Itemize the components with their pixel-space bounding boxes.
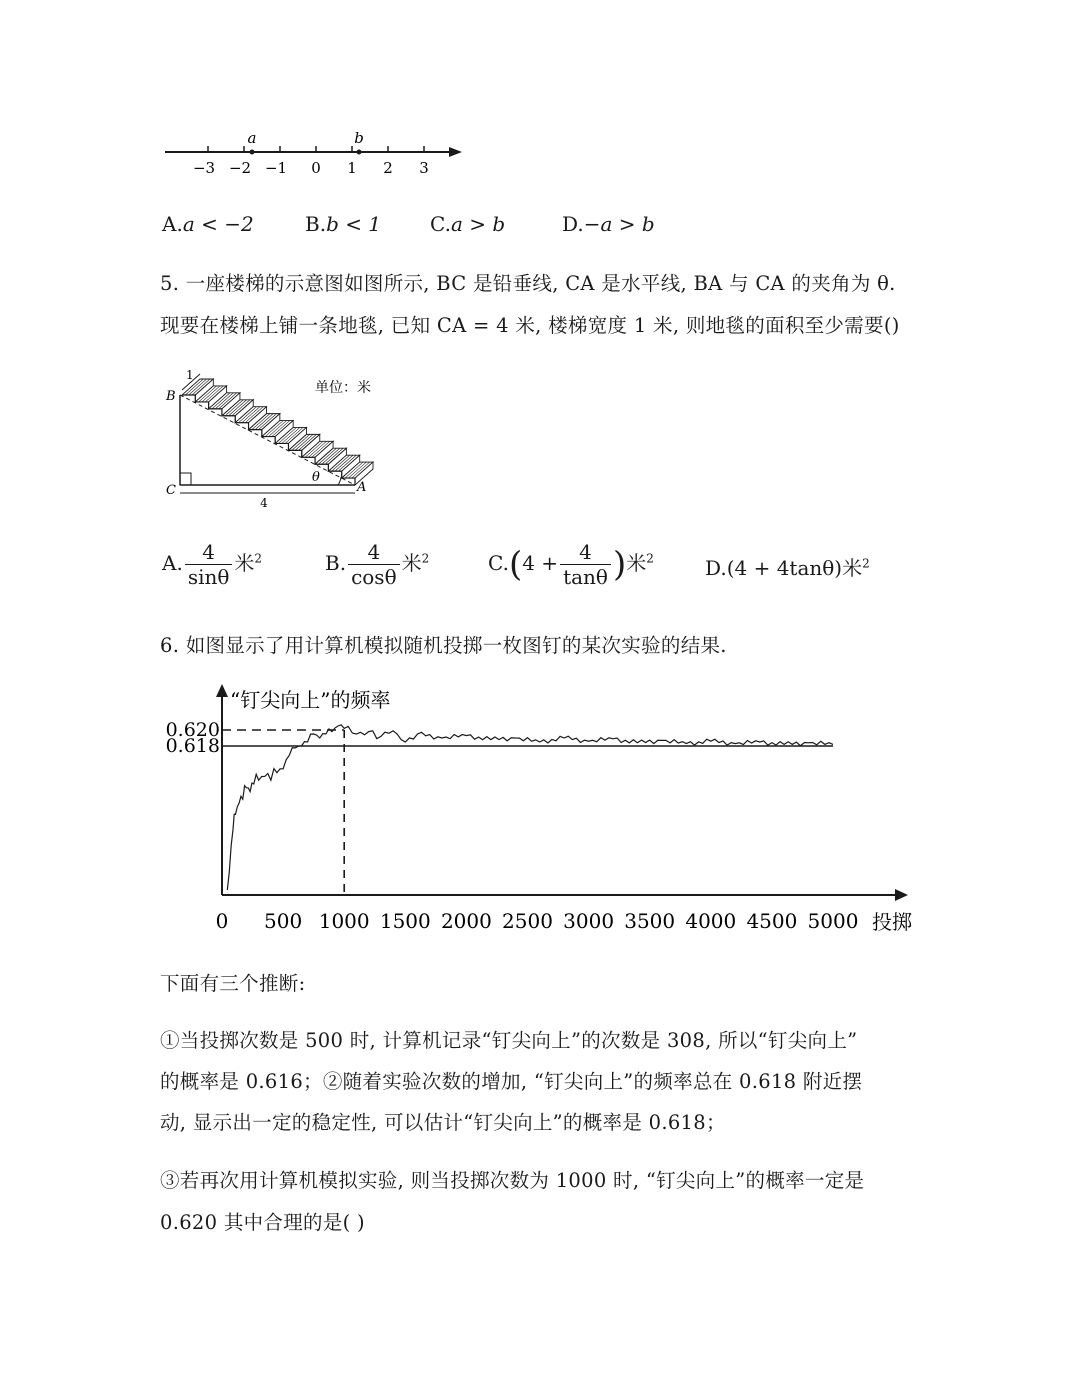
q5-option-a[interactable]: A. $\frac{4}{\sin\theta}$ 米$^2$ [162, 540, 263, 589]
y-axis-arrow [216, 684, 228, 697]
q5-text-line-1: 5. 一座楼梯的示意图如图所示, BC 是铅垂线, CA 是水平线, BA 与 CA 的夹角为 θ. [160, 272, 896, 295]
q5-option-d[interactable]: D.(4 + 4tanθ)米$^2$ [705, 556, 870, 580]
y-axis-label: “钉尖向上”的频率 [230, 688, 391, 712]
unit-label: 单位：米 [315, 380, 371, 396]
number-line-tick-label: 2 [383, 159, 393, 177]
right-angle-mark [180, 473, 191, 485]
point-a-label: a [247, 129, 257, 147]
q6-statement-1-line-1: ①当投掷次数是 500 时, 计算机记录“钉尖向上”的次数是 308, 所以“钉尖向上” [160, 1029, 858, 1052]
q4-option-c[interactable]: C.a > b [430, 212, 506, 236]
q4-option-b[interactable]: B.b < 1 [305, 212, 382, 236]
series-line [227, 725, 833, 890]
y-tick-label: 0.618 [165, 735, 220, 757]
fraction: $\frac{4}{\cos\theta}$ [348, 540, 400, 589]
q4-option-d[interactable]: D.−a > b [562, 212, 655, 236]
staircase-figure [160, 360, 400, 515]
x-axis-label: 投掷 [872, 910, 912, 934]
x-tick-label: 500 [264, 909, 303, 933]
point-b-label: b [354, 129, 364, 147]
x-tick-label: 1000 [318, 909, 370, 933]
frequency-chart [160, 680, 930, 940]
x-tick-label: 4500 [746, 909, 798, 933]
q6-statement-1-line-2: 的概率是 0.616；②随着实验次数的增加, “钉尖向上”的频率总在 0.618 附近摆 [160, 1070, 863, 1093]
x-tick-label: 0 [215, 909, 229, 933]
label-c: C [166, 483, 176, 498]
theta-arc [338, 477, 341, 485]
number-line-tick-label: 3 [419, 159, 429, 177]
q6-statement-1-line-3: 动, 显示出一定的稳定性, 可以估计“钉尖向上”的概率是 0.618； [160, 1111, 726, 1134]
x-tick-label: 2500 [502, 909, 553, 933]
q6-intro: 下面有三个推断: [160, 972, 306, 995]
label-base: 4 [260, 496, 268, 510]
x-tick-label: 2000 [440, 909, 492, 933]
label-a: A [357, 480, 367, 495]
label-theta: θ [312, 470, 320, 485]
q6-statement-3-line-2: 0.620 其中合理的是( ) [160, 1211, 365, 1234]
number-line-tick-label: 1 [347, 159, 357, 177]
q5-option-c[interactable]: C.(4 + $\frac{4}{\tan\theta}$ )米$^2$ [488, 540, 654, 589]
fraction: $\frac{4}{\tan\theta}$ [560, 540, 611, 589]
number-line-figure [160, 125, 480, 185]
number-line-tick-label: −1 [264, 159, 288, 177]
number-line-tick-label: −3 [192, 159, 216, 177]
point-a-dot [250, 150, 255, 155]
number-line-tick-label: −2 [228, 159, 252, 177]
q5-option-b[interactable]: B. $\frac{4}{\cos\theta}$ 米$^2$ [325, 540, 430, 589]
point-b-dot [357, 150, 362, 155]
fraction: $\frac{4}{\sin\theta}$ [185, 540, 233, 589]
q6-statement-3-line-1: ③若再次用计算机模拟实验, 则当投掷次数为 1000 时, “钉尖向上”的概率一定是 [160, 1169, 865, 1192]
q6-text-line-1: 6. 如图显示了用计算机模拟随机投掷一枚图钉的某次实验的结果. [160, 634, 727, 657]
q5-text-line-2: 现要在楼梯上铺一条地毯, 已知 CA = 4 米, 楼梯宽度 1 米, 则地毯的面积至少需要() [160, 314, 900, 337]
label-width: 1 [186, 368, 194, 382]
number-line-arrow [449, 147, 462, 157]
y-tick-label: 0.620 [165, 719, 220, 741]
x-tick-label: 4000 [685, 909, 737, 933]
number-line-tick-label: 0 [311, 159, 321, 177]
x-tick-label: 3000 [563, 909, 615, 933]
label-b: B [166, 389, 176, 404]
x-tick-label: 5000 [807, 909, 859, 933]
x-tick-label: 1500 [379, 909, 431, 933]
q4-option-a[interactable]: A.a < −2 [162, 212, 254, 236]
x-axis-arrow [895, 889, 908, 901]
x-tick-label: 3500 [624, 909, 676, 933]
